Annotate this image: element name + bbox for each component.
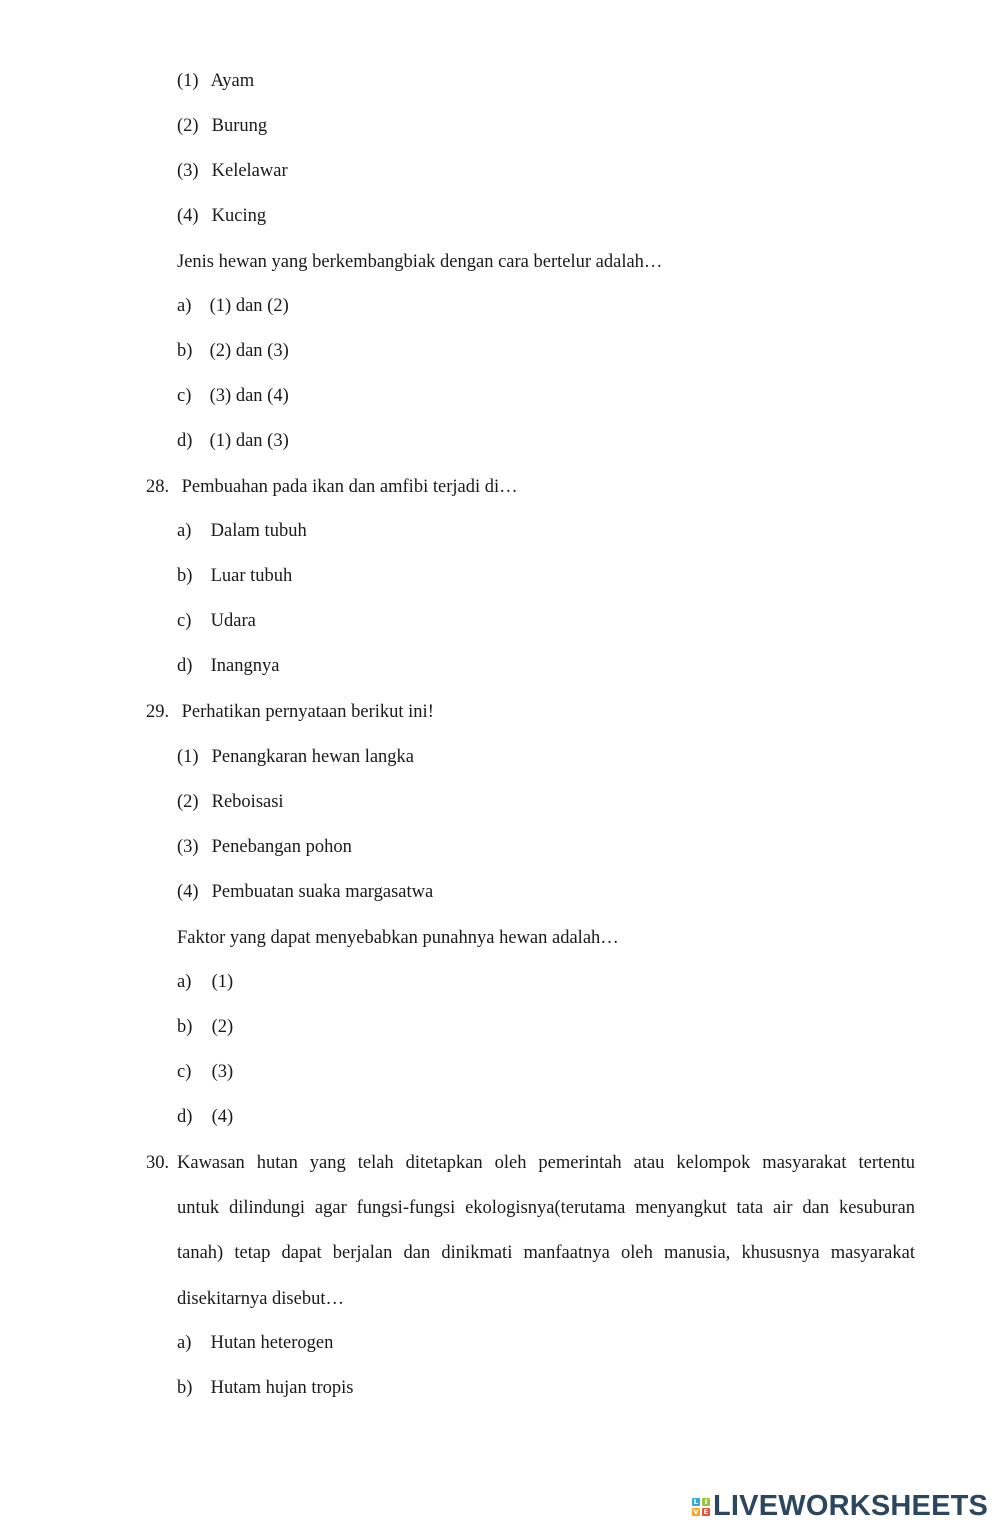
logo-text: LIVEWORKSHEETS [713,1490,989,1522]
question-number: 29. [146,702,170,722]
answer-option[interactable]: a) (1) [177,972,234,992]
answer-option[interactable]: c) (3) [177,1062,234,1082]
q28-question [146,475,518,499]
liveworksheets-logo [692,1490,988,1523]
q29-question [146,700,434,724]
answer-option[interactable]: a) (1) dan (2) [177,296,289,316]
logo-square: I [702,1498,710,1506]
statement-item: (1) Ayam [177,71,255,91]
logo-square: L [693,1497,699,1506]
question-text-line: tanah) tetap dapat berjalan dan dinikmati manfaatnya oleh manusia, khususnya masyarakat [177,1243,915,1263]
statement-item: (2) Reboisasi [177,792,284,812]
answer-option[interactable]: b) Luar tubuh [177,566,293,586]
logo-square: V [693,1507,699,1516]
question-text-line: disekitarnya disebut… [177,1289,344,1309]
question-number: 28. [146,477,170,497]
logo-square: E [703,1507,709,1516]
logo-grid-icon [692,1498,710,1516]
question-text: Perhatikan pernyataan berikut ini! [181,702,434,722]
question-number: 30. [146,1153,170,1173]
question-text-line: Kawasan hutan yang telah ditetapkan oleh pemerintah atau kelompok masyarakat tertentu [177,1153,915,1173]
statement-item: (2) Burung [177,116,268,136]
q27-prompt: Jenis hewan yang berkembangbiak dengan cara bertelur adalah… [177,252,663,272]
q29-prompt: Faktor yang dapat menyebabkan punahnya hewan adalah… [177,928,619,948]
answer-option[interactable]: a) Hutan heterogen [177,1333,334,1353]
answer-option[interactable]: c) Udara [177,611,256,631]
statement-item: (3) Penebangan pohon [177,837,352,857]
statement-item: (1) Penangkaran hewan langka [177,747,415,767]
answer-option[interactable]: a) Dalam tubuh [177,521,307,541]
answer-option[interactable]: b) (2) dan (3) [177,341,289,361]
question-text-line: untuk dilindungi agar fungsi-fungsi ekologisnya(terutama menyangkut tata air dan kesuburan [177,1198,915,1218]
statement-item: (4) Pembuatan suaka margasatwa [177,882,434,902]
answer-option[interactable]: b) (2) [177,1017,234,1037]
answer-option[interactable]: b) Hutam hujan tropis [177,1378,354,1398]
answer-option[interactable]: c) (3) dan (4) [177,386,289,406]
answer-option[interactable]: d) Inangnya [177,656,280,676]
question-text: Pembuahan pada ikan dan amfibi terjadi di… [181,477,518,497]
statement-item: (3) Kelelawar [177,161,288,181]
statement-item: (4) Kucing [177,206,267,226]
answer-option[interactable]: d) (1) dan (3) [177,431,289,451]
answer-option[interactable]: d) (4) [177,1107,234,1127]
